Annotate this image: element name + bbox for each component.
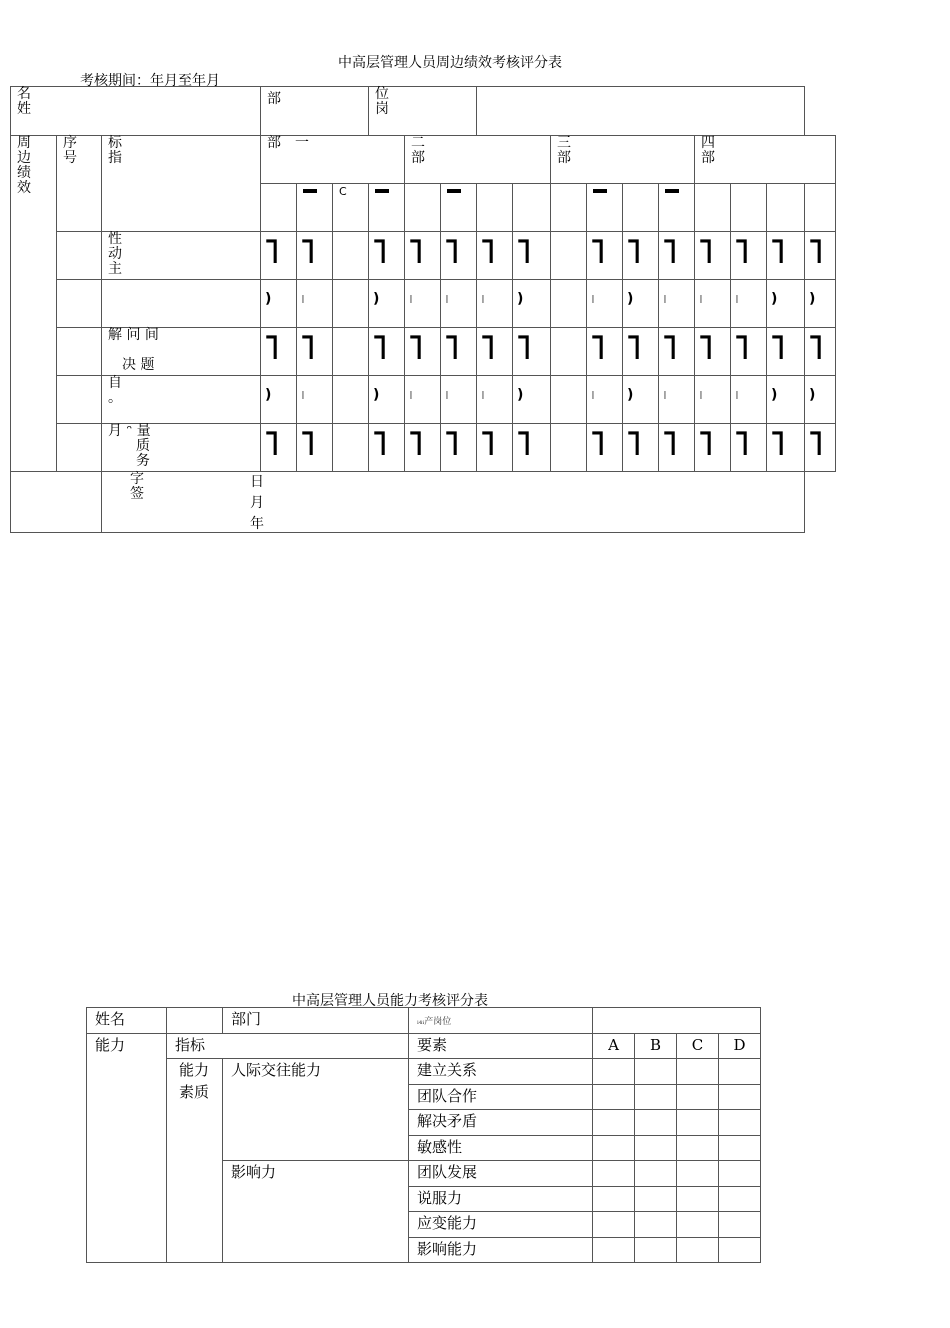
paren-mark: ) xyxy=(809,291,816,307)
score-cell[interactable] xyxy=(369,376,405,424)
sub-cell xyxy=(587,184,623,232)
sub-cell xyxy=(623,184,659,232)
score-cell[interactable] xyxy=(551,376,587,424)
element-item: 团队发展 xyxy=(409,1161,593,1187)
score-cell[interactable] xyxy=(477,424,513,472)
group-2 xyxy=(405,136,551,184)
element-item: 解决矛盾 xyxy=(409,1110,593,1136)
bracket-mark: ˥ xyxy=(263,232,280,272)
paren-mark: ı xyxy=(481,387,485,403)
group-3 xyxy=(551,136,695,184)
paren-mark: ı xyxy=(301,387,305,403)
score-cell[interactable] xyxy=(805,280,836,328)
bracket-mark: ˥ xyxy=(589,424,607,464)
score-cell[interactable] xyxy=(695,328,731,376)
table2-title: 中高层管理人员能力考核评分表 xyxy=(292,993,488,1009)
bracket-mark: ˥ xyxy=(589,232,607,272)
score-cell[interactable] xyxy=(719,1110,761,1136)
score-cell[interactable] xyxy=(369,424,405,472)
element-label: 要素 xyxy=(409,1033,593,1059)
group-4 xyxy=(695,136,836,184)
score-cell[interactable] xyxy=(333,328,369,376)
score-cell[interactable] xyxy=(297,328,333,376)
score-cell[interactable] xyxy=(297,424,333,472)
bracket-mark: ˥ xyxy=(807,424,825,464)
score-cell[interactable] xyxy=(805,232,836,280)
score-cell[interactable] xyxy=(767,376,805,424)
score-cell[interactable] xyxy=(587,280,623,328)
score-cell[interactable] xyxy=(333,280,369,328)
score-cell[interactable] xyxy=(677,1186,719,1212)
bracket-mark: ˥ xyxy=(661,328,679,368)
bracket-mark: ˥ xyxy=(515,232,533,272)
score-cell[interactable] xyxy=(587,232,623,280)
paren-mark: ) xyxy=(627,291,634,307)
indicator-text: 解 问 间 决 题 xyxy=(108,327,159,373)
score-cell[interactable] xyxy=(551,424,587,472)
indicator-label: 指标 xyxy=(167,1033,409,1059)
bracket-mark: ˥ xyxy=(299,424,316,464)
sub-cell xyxy=(695,184,731,232)
bracket-mark: ˥ xyxy=(371,328,389,368)
seq-value xyxy=(57,232,102,280)
ability-assessment-table xyxy=(86,1007,761,1263)
score-cell[interactable] xyxy=(635,1084,677,1110)
paren-mark: ı xyxy=(481,291,485,307)
score-cell[interactable] xyxy=(405,424,441,472)
score-cell[interactable] xyxy=(587,424,623,472)
score-cell[interactable] xyxy=(677,1135,719,1161)
sub-cell xyxy=(441,184,477,232)
bracket-mark: ˥ xyxy=(515,424,533,464)
table1-title: 中高层管理人员周边绩效考核评分表 xyxy=(338,55,562,71)
paren-mark: ı xyxy=(409,291,413,307)
score-cell[interactable] xyxy=(731,280,767,328)
score-cell[interactable] xyxy=(767,424,805,472)
score-cell[interactable] xyxy=(695,424,731,472)
score-cell[interactable] xyxy=(635,1110,677,1136)
score-cell[interactable] xyxy=(767,328,805,376)
indicator-text: 月 ᵔ 量 质 务 xyxy=(108,423,151,469)
score-cell[interactable] xyxy=(593,1059,635,1085)
score-cell[interactable] xyxy=(333,232,369,280)
bracket-mark: ˥ xyxy=(769,232,787,272)
grade-b: B xyxy=(635,1033,677,1059)
indicator-name xyxy=(102,424,261,472)
paren-mark: ) xyxy=(517,387,524,403)
score-cell[interactable] xyxy=(677,1161,719,1187)
score-cell[interactable] xyxy=(677,1084,719,1110)
bracket-mark: ˥ xyxy=(697,232,715,272)
score-cell[interactable] xyxy=(513,232,551,280)
sign-blank-cell xyxy=(11,472,102,533)
indicator-head-cell xyxy=(102,136,261,232)
score-cell[interactable] xyxy=(719,1186,761,1212)
paren-mark: ı xyxy=(445,387,449,403)
score-cell[interactable] xyxy=(767,280,805,328)
score-cell[interactable] xyxy=(623,424,659,472)
score-cell[interactable] xyxy=(405,376,441,424)
grade-c: C xyxy=(677,1033,719,1059)
bracket-mark: ˥ xyxy=(299,328,316,368)
score-cell[interactable] xyxy=(659,280,695,328)
seq-cell xyxy=(57,136,102,232)
score-cell[interactable] xyxy=(513,376,551,424)
score-cell[interactable] xyxy=(695,232,731,280)
score-cell[interactable] xyxy=(513,328,551,376)
score-cell[interactable] xyxy=(719,1237,761,1263)
bracket-mark: ˥ xyxy=(733,328,751,368)
score-cell[interactable] xyxy=(593,1161,635,1187)
paren-mark: ) xyxy=(627,387,634,403)
score-cell[interactable] xyxy=(477,232,513,280)
indicator-name xyxy=(102,376,261,424)
paren-mark: ) xyxy=(265,387,272,403)
ability-label: 能力 xyxy=(87,1033,167,1263)
bracket-mark: ˥ xyxy=(515,328,533,368)
paren-mark: ı xyxy=(409,387,413,403)
seq-value xyxy=(57,376,102,424)
score-cell[interactable] xyxy=(719,1084,761,1110)
score-cell[interactable] xyxy=(513,424,551,472)
score-cell[interactable] xyxy=(513,280,551,328)
paren-mark: ı xyxy=(735,291,739,307)
post-value[interactable] xyxy=(593,1008,761,1034)
bracket-mark: ˥ xyxy=(407,424,425,464)
score-cell[interactable] xyxy=(719,1135,761,1161)
dash-mark xyxy=(447,189,461,193)
score-cell[interactable] xyxy=(261,232,297,280)
dept-label: 部 xyxy=(267,91,281,107)
grade-a: A xyxy=(593,1033,635,1059)
score-cell[interactable] xyxy=(695,376,731,424)
bracket-mark: ˥ xyxy=(443,232,461,272)
score-cell[interactable] xyxy=(477,376,513,424)
bracket-mark: ˥ xyxy=(697,424,715,464)
dimension-label: 周 边 绩 效 xyxy=(17,135,31,196)
bracket-mark: ˥ xyxy=(625,424,643,464)
element-item: 敏感性 xyxy=(409,1135,593,1161)
bracket-mark: ˥ xyxy=(263,424,280,464)
seq-label: 序 号 xyxy=(63,135,77,166)
bracket-mark: ˥ xyxy=(371,424,389,464)
assessment-period: 考核期间：年月至年月 xyxy=(80,73,220,89)
bracket-mark: ˥ xyxy=(769,328,787,368)
score-cell[interactable] xyxy=(441,328,477,376)
paren-mark: ı xyxy=(699,291,703,307)
post-value-cell[interactable] xyxy=(477,87,805,136)
post-label-cell xyxy=(369,87,477,136)
score-cell[interactable] xyxy=(441,232,477,280)
name-label: 名 姓 xyxy=(17,86,31,117)
sub-cell xyxy=(805,184,836,232)
category-interpersonal: 人际交往能力 xyxy=(223,1059,409,1161)
group-label: 二 部 xyxy=(411,135,426,166)
score-cell[interactable] xyxy=(719,1212,761,1238)
score-cell[interactable] xyxy=(731,424,767,472)
bracket-mark: ˥ xyxy=(479,424,497,464)
bracket-mark: ˥ xyxy=(807,328,825,368)
score-cell[interactable] xyxy=(261,376,297,424)
sub-cell xyxy=(659,184,695,232)
sub-cell xyxy=(405,184,441,232)
peripheral-performance-table xyxy=(10,86,836,533)
dash-mark xyxy=(665,189,679,193)
dash-mark xyxy=(593,189,607,193)
indicator-row xyxy=(11,424,836,472)
score-cell[interactable] xyxy=(635,1237,677,1263)
score-cell[interactable] xyxy=(623,232,659,280)
paren-mark: ) xyxy=(265,291,272,307)
sub-cell xyxy=(261,184,297,232)
post-label xyxy=(409,1008,593,1034)
score-cell[interactable] xyxy=(405,328,441,376)
seq-value xyxy=(57,328,102,376)
bracket-mark: ˥ xyxy=(697,328,715,368)
grade-d: D xyxy=(719,1033,761,1059)
indicator-row xyxy=(11,232,836,280)
score-cell[interactable] xyxy=(297,280,333,328)
score-cell[interactable] xyxy=(593,1237,635,1263)
score-cell[interactable] xyxy=(805,328,836,376)
dash-mark xyxy=(303,189,317,193)
score-cell[interactable] xyxy=(477,280,513,328)
sub-cell xyxy=(767,184,805,232)
sub-cell xyxy=(477,184,513,232)
score-cell[interactable] xyxy=(635,1135,677,1161)
bracket-mark: ˥ xyxy=(625,232,643,272)
seq-value xyxy=(57,280,102,328)
element-item: 建立关系 xyxy=(409,1059,593,1085)
indicator-text: 性 动 主 xyxy=(108,231,122,277)
paren-mark: ı xyxy=(591,291,595,307)
paren-mark: ) xyxy=(771,387,778,403)
score-cell[interactable] xyxy=(677,1059,719,1085)
score-cell[interactable] xyxy=(441,280,477,328)
score-cell[interactable] xyxy=(333,424,369,472)
sign-cell[interactable] xyxy=(102,472,805,533)
score-cell[interactable] xyxy=(587,376,623,424)
bracket-mark: ˥ xyxy=(661,424,679,464)
group-1 xyxy=(261,136,405,184)
element-item: 影响能力 xyxy=(409,1237,593,1263)
score-cell[interactable] xyxy=(719,1161,761,1187)
bracket-mark: ˥ xyxy=(807,232,825,272)
indicator-name xyxy=(102,328,261,376)
paren-mark: ) xyxy=(809,387,816,403)
score-cell[interactable] xyxy=(593,1212,635,1238)
score-cell[interactable] xyxy=(659,232,695,280)
score-cell[interactable] xyxy=(731,376,767,424)
element-item: 应变能力 xyxy=(409,1212,593,1238)
score-cell[interactable] xyxy=(767,232,805,280)
sub-cell xyxy=(297,184,333,232)
post-label-text: ᵢ₄ᵢ产岗位 xyxy=(417,1017,452,1027)
score-cell[interactable] xyxy=(805,376,836,424)
bracket-mark: ˥ xyxy=(263,328,280,368)
bracket-mark: ˥ xyxy=(371,232,389,272)
score-cell[interactable] xyxy=(593,1135,635,1161)
score-cell[interactable] xyxy=(659,328,695,376)
score-cell[interactable] xyxy=(593,1084,635,1110)
element-item: 团队合作 xyxy=(409,1084,593,1110)
paren-mark: ) xyxy=(373,387,380,403)
score-cell[interactable] xyxy=(369,232,405,280)
paren-mark: ı xyxy=(735,387,739,403)
post-label: 位 岗 xyxy=(375,86,390,117)
element-item: 说服力 xyxy=(409,1186,593,1212)
paren-mark: ı xyxy=(591,387,595,403)
score-cell[interactable] xyxy=(635,1186,677,1212)
c-mark: C xyxy=(339,185,347,198)
score-cell[interactable] xyxy=(551,232,587,280)
score-cell[interactable] xyxy=(261,424,297,472)
score-cell[interactable] xyxy=(677,1237,719,1263)
bracket-mark: ˥ xyxy=(443,328,461,368)
name-value[interactable] xyxy=(167,1008,223,1034)
score-cell[interactable] xyxy=(587,328,623,376)
score-cell[interactable] xyxy=(635,1059,677,1085)
score-cell[interactable] xyxy=(593,1186,635,1212)
bracket-mark: ˥ xyxy=(443,424,461,464)
score-cell[interactable] xyxy=(333,376,369,424)
indicator-name xyxy=(102,232,261,280)
score-cell[interactable] xyxy=(441,424,477,472)
score-cell[interactable] xyxy=(551,280,587,328)
seq-value xyxy=(57,424,102,472)
bracket-mark: ˥ xyxy=(661,232,679,272)
dimension-cell xyxy=(11,136,57,472)
sub-cell xyxy=(731,184,767,232)
score-cell[interactable] xyxy=(623,280,659,328)
indicator-text: 自 ｡ xyxy=(108,375,122,406)
indicator-row xyxy=(11,328,836,376)
score-cell[interactable] xyxy=(635,1212,677,1238)
score-cell[interactable] xyxy=(297,232,333,280)
score-cell[interactable] xyxy=(297,376,333,424)
score-cell[interactable] xyxy=(369,328,405,376)
indicator-row xyxy=(11,376,836,424)
sub-cell xyxy=(369,184,405,232)
score-cell[interactable] xyxy=(677,1110,719,1136)
category-influence: 影响力 xyxy=(223,1161,409,1263)
bracket-mark: ˥ xyxy=(625,328,643,368)
paren-mark: ) xyxy=(771,291,778,307)
quality-label: 能力 素质 xyxy=(167,1059,223,1263)
sign-label: 字 签 xyxy=(130,471,144,502)
bracket-mark: ˥ xyxy=(299,232,316,272)
score-cell[interactable] xyxy=(593,1110,635,1136)
bracket-mark: ˥ xyxy=(479,328,497,368)
score-cell[interactable] xyxy=(477,328,513,376)
score-cell[interactable] xyxy=(261,328,297,376)
score-cell[interactable] xyxy=(731,328,767,376)
score-cell[interactable] xyxy=(405,280,441,328)
paren-mark: ) xyxy=(373,291,380,307)
score-cell[interactable] xyxy=(623,328,659,376)
bracket-mark: ˥ xyxy=(407,328,425,368)
paren-mark: ı xyxy=(301,291,305,307)
score-cell[interactable] xyxy=(731,232,767,280)
score-cell[interactable] xyxy=(805,424,836,472)
sub-cell xyxy=(333,184,369,232)
bracket-mark: ˥ xyxy=(589,328,607,368)
bracket-mark: ˥ xyxy=(407,232,425,272)
name-cell xyxy=(11,86,281,136)
score-cell[interactable] xyxy=(677,1212,719,1238)
score-cell[interactable] xyxy=(369,280,405,328)
indicator-name xyxy=(102,280,261,328)
date-label: 日 月 年 xyxy=(250,474,264,532)
score-cell[interactable] xyxy=(261,280,297,328)
score-cell[interactable] xyxy=(659,376,695,424)
paren-mark: ı xyxy=(663,387,667,403)
score-cell[interactable] xyxy=(659,424,695,472)
dept-value-cell[interactable] xyxy=(261,87,369,136)
dept-label: 部门 xyxy=(223,1008,409,1034)
paren-mark: ) xyxy=(517,291,524,307)
score-cell[interactable] xyxy=(695,280,731,328)
name-label: 姓名 xyxy=(87,1008,167,1034)
bracket-mark: ˥ xyxy=(733,232,751,272)
score-cell[interactable] xyxy=(719,1059,761,1085)
group-label: 三 部 xyxy=(557,135,572,166)
bracket-mark: ˥ xyxy=(479,232,497,272)
bracket-mark: ˥ xyxy=(733,424,751,464)
paren-mark: ı xyxy=(445,291,449,307)
bracket-mark: ˥ xyxy=(769,424,787,464)
dash-mark xyxy=(375,189,389,193)
score-cell[interactable] xyxy=(405,232,441,280)
paren-mark: ı xyxy=(699,387,703,403)
paren-mark: ı xyxy=(663,291,667,307)
score-cell[interactable] xyxy=(441,376,477,424)
indicator-label: 标 指 xyxy=(108,135,122,166)
score-cell[interactable] xyxy=(551,328,587,376)
score-cell[interactable] xyxy=(635,1161,677,1187)
group-label: 四 部 xyxy=(701,135,716,166)
score-cell[interactable] xyxy=(623,376,659,424)
group-label: 部 一 xyxy=(267,135,309,151)
sub-cell xyxy=(551,184,587,232)
sub-cell xyxy=(513,184,551,232)
indicator-row xyxy=(11,280,836,328)
